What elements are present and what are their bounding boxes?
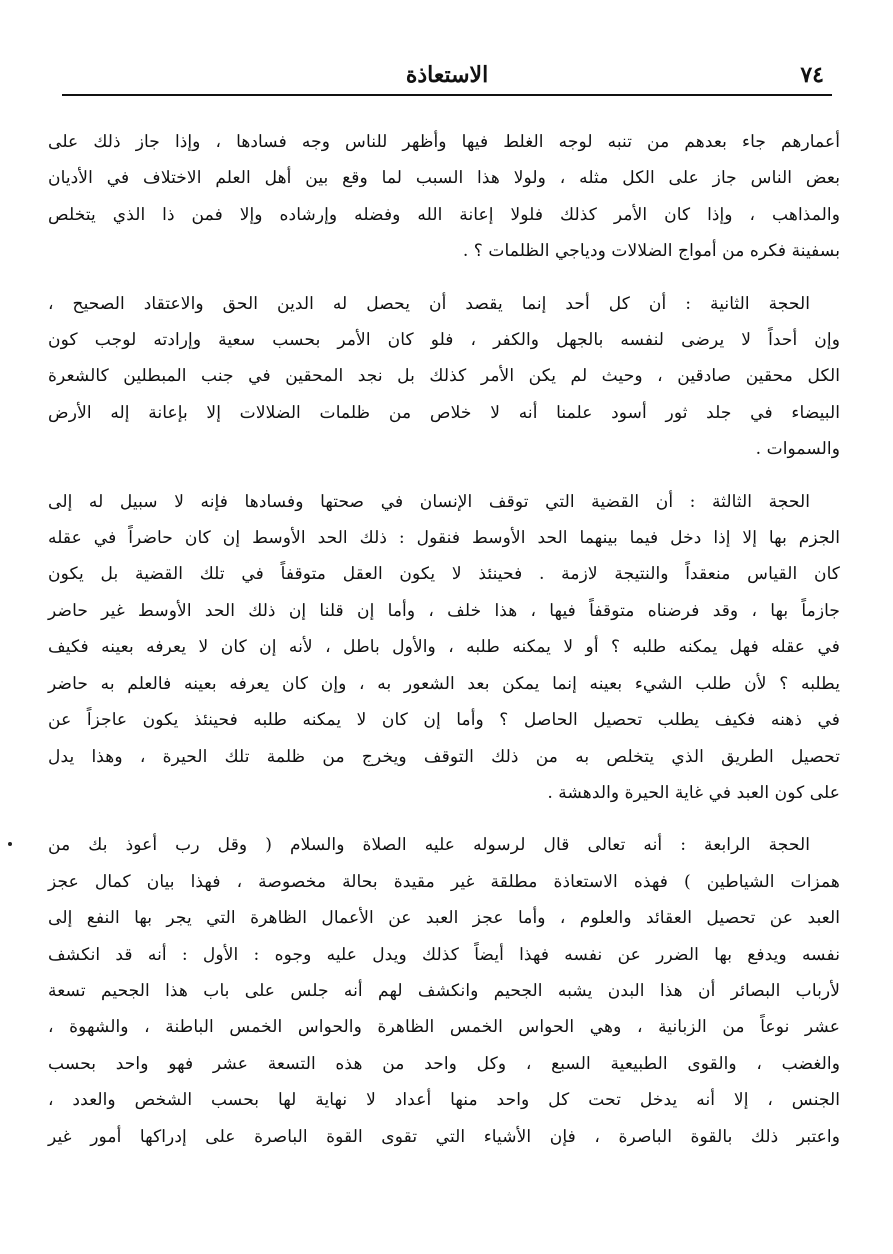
text-line: أعمارهم جاء بعدهم من تنبه لوجه الغلط فيها وأظهر للناس وجه فسادها ، وإذا جاز ذلك على [48,132,840,152]
page-body [48,124,840,1155]
header-rule [62,94,832,96]
text-line: تحصيل الطريق الذي يتخلص به من ذلك التوقف ويخرج من ظلمة تلك الحيرة ، وهذا يدل [48,746,840,767]
page-title: الاستعاذة [405,62,489,88]
paragraph-3 [48,484,840,812]
text-line: همزات الشياطين ) فهذه الاستعاذة مطلقة غير مقيدة بحالة مخصوصة ، فهذا بيان كمال عجز [48,871,840,892]
text-line: البيضاء في جلد ثور أسود علمنا أنه لا خلاص من ظلمات الضلالات إلا بإعانة إله الأرض [48,402,840,423]
text-line: في عقله فهل يمكنه طلبه ؟ أو لا يمكنه طلبه ، والأول باطل ، لأنه إن كان لا يعرفه بعينه فكيف [48,637,840,658]
text-line: على كون العبد في غاية الحيرة والدهشة . [547,782,840,803]
paragraph-4 [48,827,840,1155]
text-line: كان القياس منعقداً والنتيجة لازمة . فحينئذ لا يكون العقل متوقفاً في تلك القضية بل يكون [48,564,840,585]
text-line: جازماً بها ، وقد فرضناه متوقفاً فيها ، هذا خلف ، وأما إن قلنا إن ذلك الحد الأوسط غير حاضر [48,600,840,621]
text-line: الحجة الثالثة : أن القضية التي توقف الإنسان في صحتها وفسادها فإنه لا سبيل له إلى [48,491,810,512]
text-line: والمذاهب ، وإذا كان الأمر كذلك فلولا إعانة الله وفضله وإرشاده وإلا فمن ذا الذي يتخلص [48,204,840,225]
text-line: وإن أحداً لا يرضى لنفسه بالجهل والكفر ، فلو كان الأمر بحسب سعية وإرادته لوجب كون [48,330,840,351]
text-line: الجنس ، إلا أنه يدخل تحت كل واحد منها أعداد لا نهاية لها بحسب الشخص والعدد ، [48,1090,840,1111]
text-line: الحجة الثانية : أن كل أحد إنما يقصد أن يحصل له الدين الحق والاعتقاد الصحيح ، [48,293,810,314]
text-line: نفسه ويدفع بها الضرر عن نفسه فهذا أيضاً كذلك ويدل عليه وجوه : الأول : أنه قد انكشف [48,944,840,965]
text-line: الكل محقين صادقين ، وحيث لم يكن الأمر كذلك بل نجد المحقين في جنب المبطلين كالشعرة [48,366,840,387]
paragraph-2 [48,286,840,468]
text-line: والسموات . [755,439,840,460]
text-line: بعض الناس جاز على الكل مثله ، ولولا هذا السبب لما وقع بين أهل العلم الاختلاف في الأديان [48,168,840,189]
text-line: عشر نوعاً من الزبانية ، وهي الحواس الخمس الظاهرة والحواس الخمس الباطنة ، والشهوة ، [48,1017,840,1038]
page-number: ٧٤ [800,62,824,88]
text-line: الجزم بها إلا إذا دخل فيما بينهما الحد الأوسط فنقول : ذلك الحد الأوسط إن كان حاضراً في عقله [48,528,840,549]
text-line: واعتبر ذلك بالقوة الباصرة ، فإن الأشياء التي تقوى القوة الباصرة على إدراكها أمور غير [48,1126,840,1147]
paragraph-1 [48,124,840,270]
text-line: والغضب ، والقوى الطبيعية السبع ، وكل واحد من هذه التسعة عشر فهو واحد بحسب [48,1053,840,1074]
text-line: يطلبه ؟ لأن طلب الشيء بعينه إنما يمكن بعد الشعور به ، وإن كان يعرفه بعينه فالعلم به حاضر [48,673,840,694]
scan-speck [8,842,12,846]
text-line: الحجة الرابعة : أنه تعالى قال لرسوله عليه الصلاة والسلام ( وقل رب أعوذ بك من [48,835,810,856]
page-header [62,58,832,90]
text-line: في ذهنه فكيف يطلب تحصيل الحاصل ؟ وأما إن كان لا يمكنه طلبه فحينئذ يكون عاجزاً عن [48,710,840,731]
text-line: لأرباب البصائر أن هذا البدن يشبه الجحيم وانكشف لهم أنه جلس على باب هذا الجحيم تسعة [48,980,840,1001]
text-line: بسفينة فكره من أمواج الضلالات ودياجي الظلمات ؟ . [462,241,840,262]
text-line: العبد عن تحصيل العقائد والعلوم ، وأما عجز العبد عن الأعمال الظاهرة التي يجر بها النفع إلى [48,908,840,929]
